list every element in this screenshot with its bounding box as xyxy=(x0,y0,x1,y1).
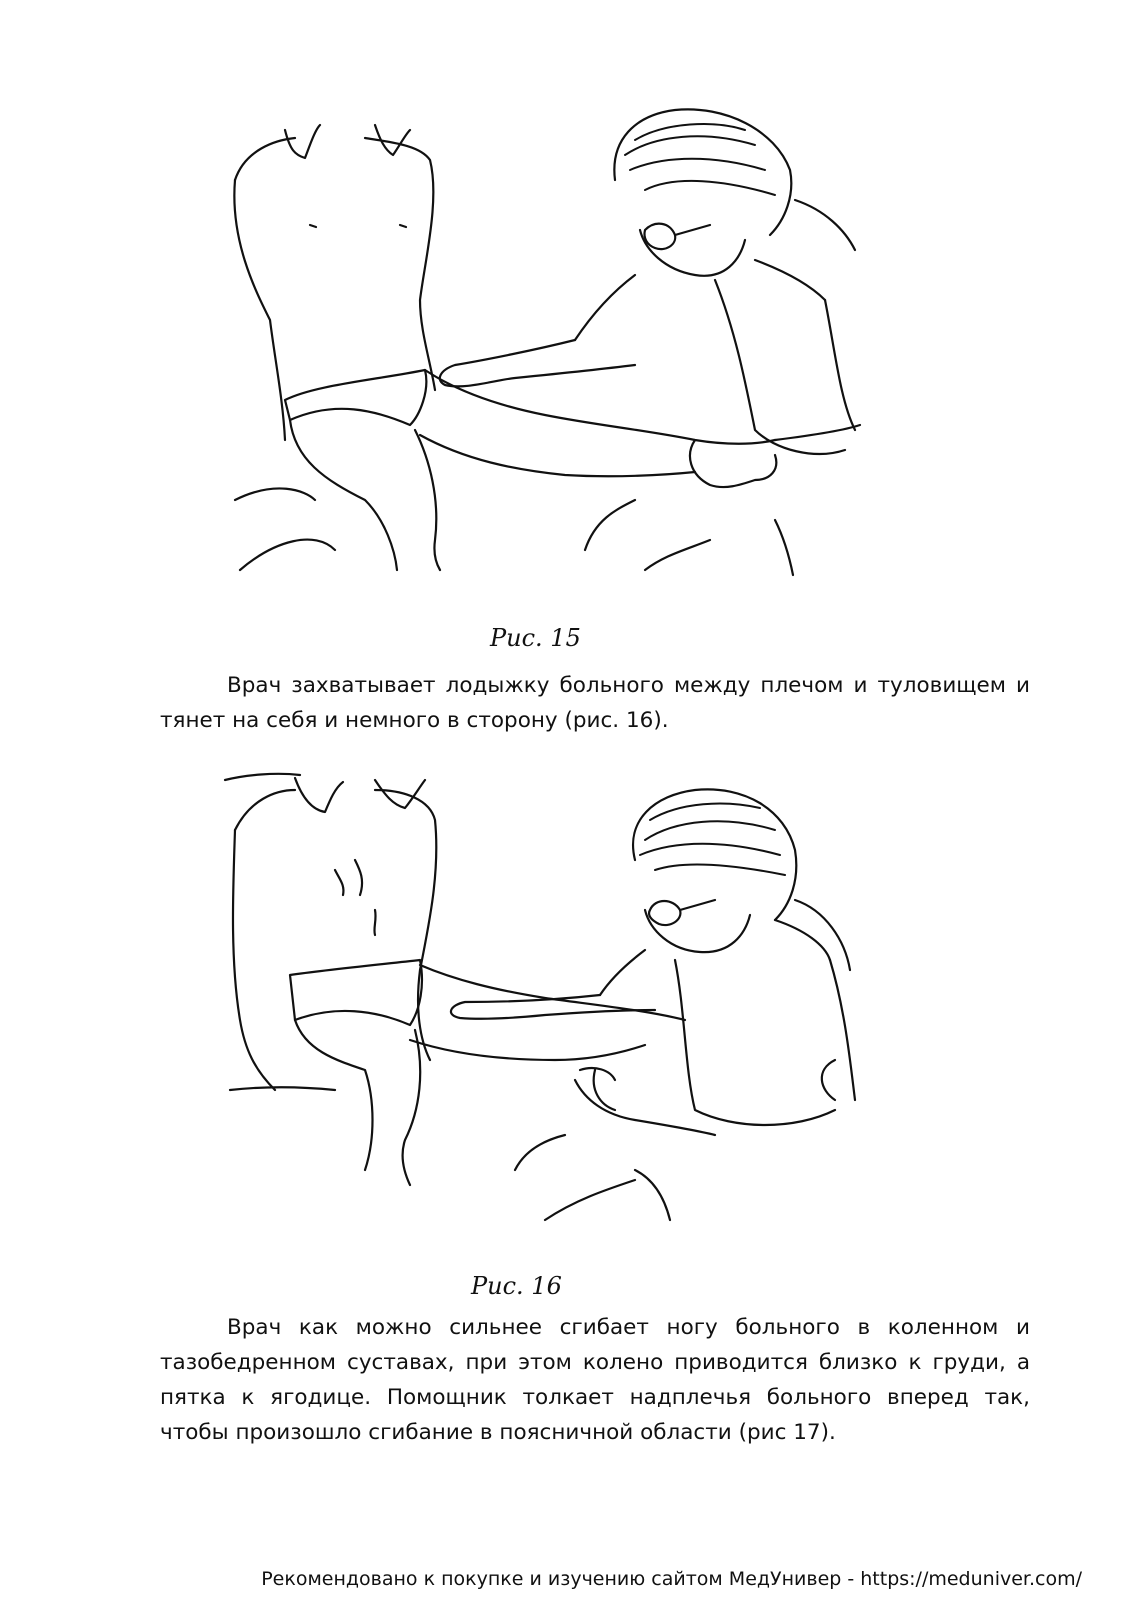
paragraph-2-line-2: тазобедренном суставах, при этом колено приводится близко к груди, а xyxy=(160,1350,1030,1375)
paragraph-1-line-2: тянет на себя и немного в сторону (рис. 16). xyxy=(160,708,669,733)
paragraph-2-line-4: чтобы произошло сгибание в поясничной области (рис 17). xyxy=(160,1420,836,1445)
figure-16-illustration xyxy=(215,770,875,1240)
footer-recommendation: Рекомендовано к покупке и изучению сайтом МедУнивер - https://meduniver.com/ xyxy=(261,1568,1082,1590)
paragraph-1 xyxy=(160,668,1030,738)
figure-16-caption: Рис. 16 xyxy=(471,1272,562,1300)
paragraph-1-line-1: Врач захватывает лодыжку больного между плечом и туловищем и xyxy=(227,673,1030,698)
paragraph-2-line-3: пятка к ягодице. Помощник толкает надплечья больного вперед так, xyxy=(160,1385,1030,1410)
paragraph-2-line-1: Врач как можно сильнее сгибает ногу больного в коленном и xyxy=(227,1315,1030,1340)
paragraph-2 xyxy=(160,1310,1030,1450)
figure-15-caption: Рис. 15 xyxy=(490,624,581,652)
figure-15-illustration xyxy=(215,100,875,580)
